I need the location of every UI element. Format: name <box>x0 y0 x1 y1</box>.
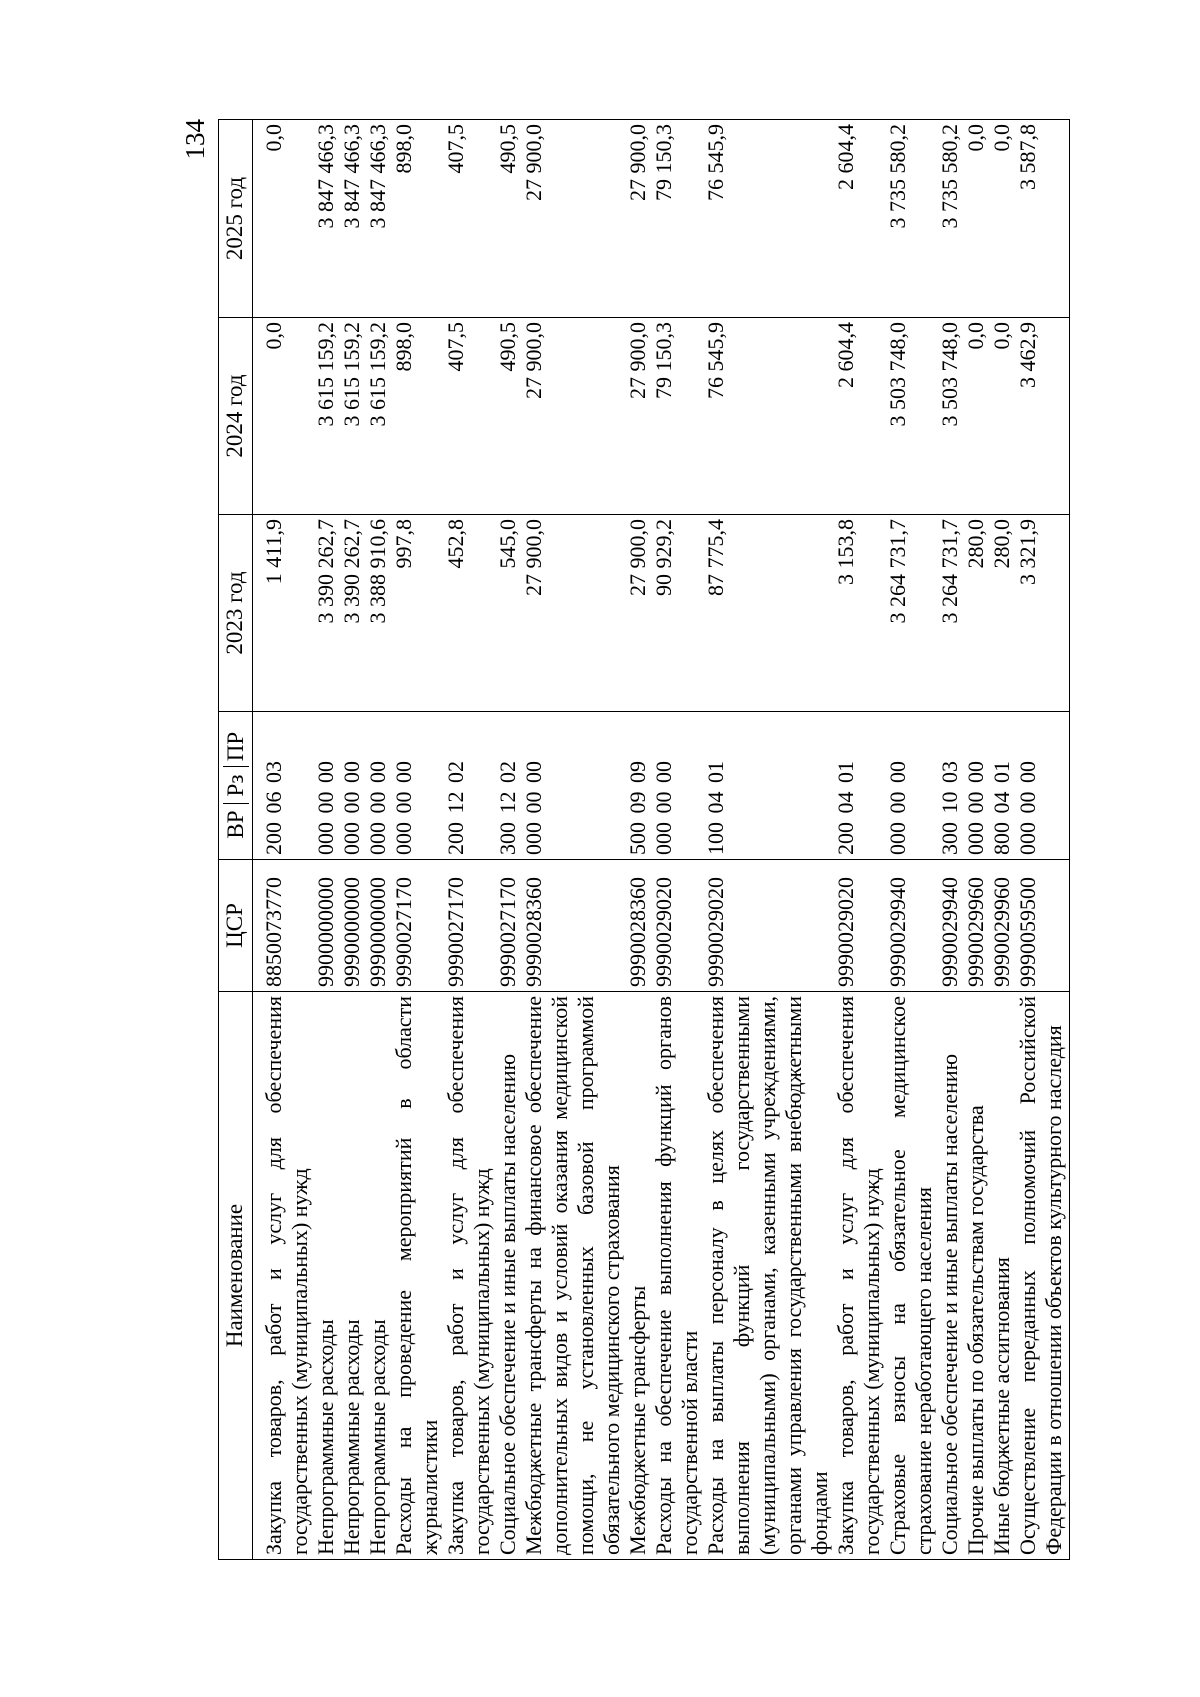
row-name: Расходы на выплаты персоналу в целях обеспечения выполнения функций государственными (муниципальными) органами, казенными учреждениями, органами управления государственными внебюджетными фондами <box>703 992 833 1560</box>
row-csr: 8850073770 <box>253 860 314 992</box>
row-2023: 997,8 <box>391 515 443 712</box>
row-2023: 87 775,4 <box>703 515 833 712</box>
table-row <box>963 120 989 1560</box>
header-rz: Рз <box>223 767 249 805</box>
header-pr: ПР <box>222 731 248 762</box>
header-2024: 2024 год <box>219 318 253 515</box>
row-codes: 000 00 00 <box>365 712 391 860</box>
row-name: Страховые взносы на обязательное медицинское страхование неработающего населения <box>885 992 937 1560</box>
row-2025: 79 150,3 <box>651 120 703 318</box>
row-2024: 79 150,3 <box>651 318 703 515</box>
table-row <box>253 120 314 1560</box>
row-2025: 27 900,0 <box>625 120 651 318</box>
table-row <box>313 120 339 1560</box>
row-2024: 3 615 159,2 <box>365 318 391 515</box>
header-vr: ВР <box>222 810 248 839</box>
row-csr: 9990059500 <box>1015 860 1070 992</box>
row-2025: 3 847 466,3 <box>339 120 365 318</box>
row-name: Расходы на проведение мероприятий в области журналистики <box>391 992 443 1560</box>
row-2025: 0,0 <box>963 120 989 318</box>
table-row <box>443 120 495 1560</box>
row-2023: 3 264 731,7 <box>937 515 963 712</box>
row-2024: 3 615 159,2 <box>339 318 365 515</box>
header-2023: 2023 год <box>219 515 253 712</box>
row-2023: 280,0 <box>989 515 1015 712</box>
header-2025: 2025 год <box>219 120 253 318</box>
row-2024: 0,0 <box>989 318 1015 515</box>
table-row <box>365 120 391 1560</box>
row-codes: 000 00 00 <box>963 712 989 860</box>
row-name: Закупка товаров, работ и услуг для обеспечения государственных (муниципальных) нужд <box>833 992 885 1560</box>
row-csr: 9990027170 <box>495 860 521 992</box>
row-codes: 500 09 09 <box>625 712 651 860</box>
row-name: Иные бюджетные ассигнования <box>989 992 1015 1560</box>
row-2024: 27 900,0 <box>521 318 625 515</box>
row-2024: 407,5 <box>443 318 495 515</box>
row-2023: 3 390 262,7 <box>339 515 365 712</box>
row-2023: 27 900,0 <box>625 515 651 712</box>
row-2024: 76 545,9 <box>703 318 833 515</box>
row-codes: 000 00 00 <box>391 712 443 860</box>
table-row <box>521 120 625 1560</box>
row-name: Непрограммные расходы <box>365 992 391 1560</box>
row-2025: 3 847 466,3 <box>313 120 339 318</box>
row-2025: 407,5 <box>443 120 495 318</box>
row-2024: 0,0 <box>253 318 314 515</box>
row-2025: 27 900,0 <box>521 120 625 318</box>
table-row <box>651 120 703 1560</box>
row-csr: 9990029020 <box>651 860 703 992</box>
row-2024: 3 503 748,0 <box>885 318 937 515</box>
row-codes: 000 00 00 <box>651 712 703 860</box>
row-2024: 3 615 159,2 <box>313 318 339 515</box>
table-row <box>625 120 651 1560</box>
row-codes: 200 04 01 <box>833 712 885 860</box>
row-codes: 200 12 02 <box>443 712 495 860</box>
row-name: Закупка товаров, работ и услуг для обеспечения государственных (муниципальных) нужд <box>253 992 314 1560</box>
row-csr: 9990029020 <box>833 860 885 992</box>
row-csr: 9990029940 <box>885 860 937 992</box>
row-2024: 490,5 <box>495 318 521 515</box>
row-csr: 9990028360 <box>625 860 651 992</box>
row-codes: 000 00 00 <box>1015 712 1070 860</box>
row-codes: 800 04 01 <box>989 712 1015 860</box>
table-header-row <box>219 120 253 1560</box>
row-2025: 898,0 <box>391 120 443 318</box>
row-2023: 1 411,9 <box>253 515 314 712</box>
row-2023: 3 264 731,7 <box>885 515 937 712</box>
table-row <box>391 120 443 1560</box>
table-row <box>885 120 937 1560</box>
table-row <box>339 120 365 1560</box>
row-name: Прочие выплаты по обязательствам государства <box>963 992 989 1560</box>
budget-table <box>218 119 1070 1560</box>
row-codes: 000 00 00 <box>885 712 937 860</box>
row-codes: 300 10 03 <box>937 712 963 860</box>
row-name: Закупка товаров, работ и услуг для обеспечения государственных (муниципальных) нужд <box>443 992 495 1560</box>
row-2023: 90 929,2 <box>651 515 703 712</box>
row-name: Непрограммные расходы <box>313 992 339 1560</box>
row-codes: 000 00 00 <box>339 712 365 860</box>
row-2025: 490,5 <box>495 120 521 318</box>
row-2025: 0,0 <box>989 120 1015 318</box>
row-csr: 9990029020 <box>703 860 833 992</box>
row-2024: 3 503 748,0 <box>937 318 963 515</box>
row-name: Социальное обеспечение и иные выплаты населению <box>495 992 521 1560</box>
row-2025: 3 847 466,3 <box>365 120 391 318</box>
row-2025: 76 545,9 <box>703 120 833 318</box>
row-2025: 0,0 <box>253 120 314 318</box>
row-2023: 3 153,8 <box>833 515 885 712</box>
row-2024: 898,0 <box>391 318 443 515</box>
row-2023: 3 390 262,7 <box>313 515 339 712</box>
row-csr: 9900000000 <box>313 860 339 992</box>
row-csr: 9990029960 <box>963 860 989 992</box>
row-csr: 9990029940 <box>937 860 963 992</box>
page-number: 134 <box>180 119 210 160</box>
table-row <box>833 120 885 1560</box>
header-name: Наименование <box>219 992 253 1560</box>
row-csr: 9990000000 <box>365 860 391 992</box>
row-name: Расходы на обеспечение выполнения функций органов государственной власти <box>651 992 703 1560</box>
row-2025: 3 735 580,2 <box>937 120 963 318</box>
row-2024: 27 900,0 <box>625 318 651 515</box>
header-csr: ЦСР <box>219 860 253 992</box>
document-page <box>180 115 1066 1560</box>
row-name: Межбюджетные трансферты на финансовое обеспечение дополнительных видов и условий оказания медицинской помощи, не установленных базовой программой обязательного медицинского страхования <box>521 992 625 1560</box>
row-name: Непрограммные расходы <box>339 992 365 1560</box>
row-csr: 9990000000 <box>339 860 365 992</box>
row-codes: 000 00 00 <box>313 712 339 860</box>
row-2023: 3 388 910,6 <box>365 515 391 712</box>
row-csr: 9990027170 <box>443 860 495 992</box>
table-row <box>703 120 833 1560</box>
row-codes: 200 06 03 <box>253 712 314 860</box>
row-2023: 27 900,0 <box>521 515 625 712</box>
table-body <box>253 120 1070 1560</box>
row-codes: 000 00 00 <box>521 712 625 860</box>
row-csr: 9990029960 <box>989 860 1015 992</box>
row-2025: 3 587,8 <box>1015 120 1070 318</box>
row-2023: 3 321,9 <box>1015 515 1070 712</box>
row-2025: 3 735 580,2 <box>885 120 937 318</box>
row-codes: 100 04 01 <box>703 712 833 860</box>
row-name: Осуществление переданных полномочий Российской Федерации в отношении объектов культурного наследия <box>1015 992 1070 1560</box>
table-row <box>1015 120 1070 1560</box>
row-2024: 3 462,9 <box>1015 318 1070 515</box>
table-row <box>989 120 1015 1560</box>
row-2024: 0,0 <box>963 318 989 515</box>
row-codes: 300 12 02 <box>495 712 521 860</box>
row-csr: 9990028360 <box>521 860 625 992</box>
row-2023: 280,0 <box>963 515 989 712</box>
row-2024: 2 604,4 <box>833 318 885 515</box>
row-name: Межбюджетные трансферты <box>625 992 651 1560</box>
row-csr: 9990027170 <box>391 860 443 992</box>
row-2023: 452,8 <box>443 515 495 712</box>
row-name: Социальное обеспечение и иные выплаты населению <box>937 992 963 1560</box>
header-codes <box>219 712 253 860</box>
row-2023: 545,0 <box>495 515 521 712</box>
table-row <box>937 120 963 1560</box>
table-row <box>495 120 521 1560</box>
row-2025: 2 604,4 <box>833 120 885 318</box>
